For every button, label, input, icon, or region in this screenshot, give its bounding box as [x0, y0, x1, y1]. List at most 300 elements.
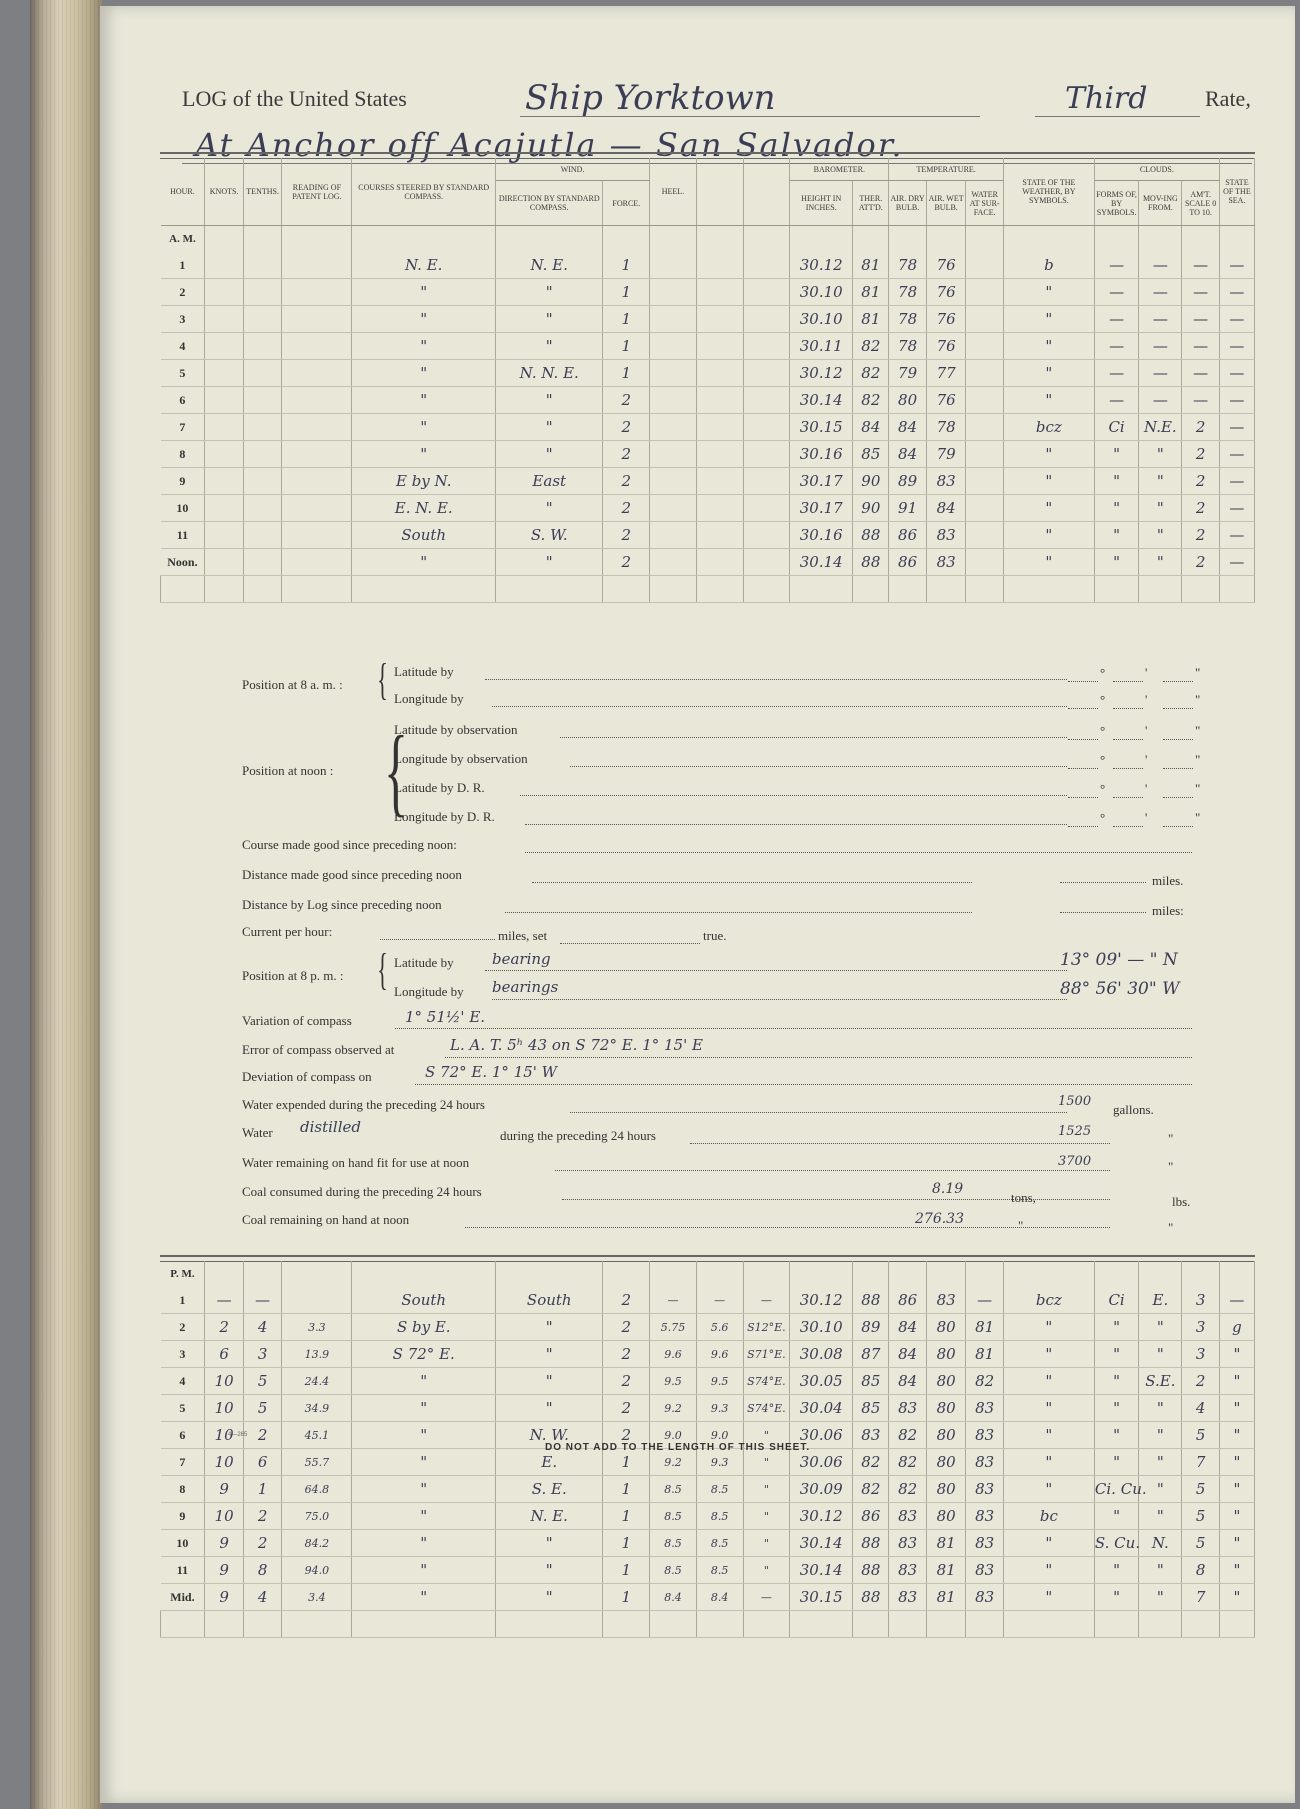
- pm-cell: 13.9: [282, 1341, 352, 1368]
- am-cell: [650, 279, 697, 306]
- pm-cell: 1: [603, 1449, 650, 1476]
- col-baro-ther: THER. ATT'D.: [853, 181, 889, 226]
- am-cell: ": [496, 333, 603, 360]
- am-cell: 84: [889, 441, 926, 468]
- ditto-3: ": [1018, 1218, 1024, 1233]
- pm-cell: ": [352, 1395, 496, 1422]
- pm-cell: 6: [161, 1422, 205, 1449]
- pm-cell: 9.3: [696, 1449, 743, 1476]
- am-cell: ": [1003, 441, 1094, 468]
- am-cell: ": [1003, 522, 1094, 549]
- am-row: [161, 468, 1255, 495]
- am-cell: [743, 306, 790, 333]
- book-binding-edge: [30, 0, 102, 1809]
- col-air-dry: AIR. DRY BULB.: [889, 181, 926, 226]
- am-cell: [282, 387, 352, 414]
- am-cell: [743, 360, 790, 387]
- pm-cell: 82: [889, 1476, 926, 1503]
- pm-cell: ": [352, 1584, 496, 1611]
- pm-cell: 3: [1182, 1314, 1219, 1341]
- am-cell: 78: [926, 414, 966, 441]
- pm-cell: ": [496, 1557, 603, 1584]
- pm-cell: ": [352, 1557, 496, 1584]
- position-sec-mark: ": [1195, 752, 1201, 767]
- am-cell: —: [1094, 360, 1138, 387]
- am-cell: ": [496, 414, 603, 441]
- lat-8pm-label: Latitude by: [394, 955, 454, 970]
- pm-cell: 1: [603, 1530, 650, 1557]
- pm-cell: 3: [243, 1341, 282, 1368]
- pm-cell: 8: [161, 1476, 205, 1503]
- am-cell: 84: [926, 495, 966, 522]
- am-cell: —: [1219, 414, 1254, 441]
- am-cell: [743, 333, 790, 360]
- pm-cell: 10: [205, 1503, 244, 1530]
- pm-cell: 8.5: [696, 1557, 743, 1584]
- pm-cell: —: [1219, 1287, 1254, 1314]
- pm-cell: 83: [966, 1395, 1003, 1422]
- pm-cell: 1: [603, 1557, 650, 1584]
- am-cell: [696, 414, 743, 441]
- am-cell: [966, 549, 1003, 576]
- am-row: [161, 387, 1255, 414]
- am-cell: E. N. E.: [352, 495, 496, 522]
- am-cell: —: [1219, 522, 1254, 549]
- position-sec-mark: ": [1195, 781, 1201, 796]
- pm-cell: ": [743, 1557, 790, 1584]
- pm-cell: 83: [889, 1530, 926, 1557]
- pm-cell: 8.5: [696, 1503, 743, 1530]
- pm-cell: ": [1139, 1314, 1182, 1341]
- pm-cell: bcz: [1003, 1287, 1094, 1314]
- am-cell: ": [1139, 522, 1182, 549]
- am-cell: 82: [853, 387, 889, 414]
- pm-cell: 8.4: [650, 1584, 697, 1611]
- am-cell: 30.14: [790, 387, 853, 414]
- lat-8pm-method: bearing: [492, 950, 551, 968]
- lon-dr-label: Longitude by D. R.: [394, 809, 495, 824]
- pm-cell: ": [1094, 1368, 1138, 1395]
- pm-cell: 87: [853, 1341, 889, 1368]
- pm-row: [161, 1557, 1255, 1584]
- pm-cell: 80: [926, 1449, 966, 1476]
- am-cell: —: [1094, 279, 1138, 306]
- pm-cell: N. W.: [496, 1422, 603, 1449]
- am-cell: [966, 468, 1003, 495]
- am-cell: 88: [853, 549, 889, 576]
- position-min-mark: ': [1145, 723, 1148, 738]
- am-cell: —: [1094, 306, 1138, 333]
- am-cell: ": [1094, 495, 1138, 522]
- pm-cell: 83: [966, 1584, 1003, 1611]
- form-number: 4—265: [228, 1432, 248, 1438]
- am-cell: —: [1219, 279, 1254, 306]
- pm-cell: 6: [205, 1341, 244, 1368]
- am-cell: [205, 333, 244, 360]
- pm-cell: S. E.: [496, 1476, 603, 1503]
- am-cell: —: [1219, 549, 1254, 576]
- col-tenths: TENTHS.: [243, 158, 282, 226]
- ditto-4: ": [1168, 1220, 1174, 1235]
- pm-row: [161, 1368, 1255, 1395]
- pm-cell: 6: [243, 1449, 282, 1476]
- pm-cell: 85: [853, 1395, 889, 1422]
- am-cell: 30.17: [790, 495, 853, 522]
- pm-cell: ": [496, 1395, 603, 1422]
- am-cell: bcz: [1003, 414, 1094, 441]
- am-cell: [205, 306, 244, 333]
- pm-cell: 30.14: [790, 1530, 853, 1557]
- pm-cell: ": [1139, 1584, 1182, 1611]
- col-hour: HOUR.: [161, 158, 205, 226]
- am-cell: ": [352, 441, 496, 468]
- am-cell: ": [352, 306, 496, 333]
- pm-cell: —: [743, 1584, 790, 1611]
- pm-cell: 80: [926, 1368, 966, 1395]
- am-cell: ": [496, 549, 603, 576]
- pm-cell: South: [352, 1287, 496, 1314]
- am-cell: [966, 414, 1003, 441]
- am-cell: South: [352, 522, 496, 549]
- position-8pm-label: Position at 8 p. m. :: [242, 968, 344, 983]
- am-row: [161, 549, 1255, 576]
- water-distilled-word: distilled: [300, 1118, 361, 1136]
- pm-cell: 10: [205, 1422, 244, 1449]
- am-cell: [243, 360, 282, 387]
- pm-cell: 2: [603, 1287, 650, 1314]
- pm-cell: ": [1003, 1422, 1094, 1449]
- ditto-1: ": [1168, 1131, 1174, 1146]
- am-cell: ": [1003, 549, 1094, 576]
- am-cell: [966, 360, 1003, 387]
- miles-set-label: miles, set: [498, 928, 548, 943]
- am-cell: 82: [853, 333, 889, 360]
- am-cell: [696, 549, 743, 576]
- am-cell: ": [496, 279, 603, 306]
- coal-remaining-value: 276.33: [915, 1211, 964, 1227]
- pm-cell: 83: [966, 1449, 1003, 1476]
- pm-cell: Ci. Cu.: [1094, 1476, 1138, 1503]
- pm-cell: ": [743, 1422, 790, 1449]
- am-cell: [966, 252, 1003, 279]
- pm-cell: —: [243, 1287, 282, 1314]
- pm-cell: bc: [1003, 1503, 1094, 1530]
- pm-cell: ": [1139, 1503, 1182, 1530]
- pm-cell: 82: [966, 1368, 1003, 1395]
- pm-row: [161, 1584, 1255, 1611]
- pm-cell: ": [1139, 1449, 1182, 1476]
- pm-cell: 4: [161, 1368, 205, 1395]
- pm-cell: ": [352, 1368, 496, 1395]
- am-cell: [205, 441, 244, 468]
- am-cell: 2: [603, 441, 650, 468]
- am-row: [161, 360, 1255, 387]
- am-cell: ": [1003, 333, 1094, 360]
- am-cell: [243, 495, 282, 522]
- pm-cell: 10: [205, 1449, 244, 1476]
- pm-row: [161, 1395, 1255, 1422]
- pm-cell: 30.06: [790, 1422, 853, 1449]
- am-cell: 1: [603, 252, 650, 279]
- am-cell: 11: [161, 522, 205, 549]
- pm-cell: 55.7: [282, 1449, 352, 1476]
- am-cell: 76: [926, 306, 966, 333]
- am-label: A. M.: [161, 226, 205, 253]
- am-cell: 90: [853, 495, 889, 522]
- pm-cell: 84: [889, 1368, 926, 1395]
- pm-cell: 3: [1182, 1287, 1219, 1314]
- pm-cell: 88: [853, 1287, 889, 1314]
- am-cell: 10: [161, 495, 205, 522]
- am-cell: 76: [926, 333, 966, 360]
- pm-cell: 80: [926, 1476, 966, 1503]
- pm-cell: —: [743, 1287, 790, 1314]
- am-cell: ": [1094, 549, 1138, 576]
- am-cell: ": [352, 414, 496, 441]
- am-cell: [743, 387, 790, 414]
- am-cell: 76: [926, 252, 966, 279]
- col-patent-log: READING OF PATENT LOG.: [282, 158, 352, 226]
- am-cell: [966, 306, 1003, 333]
- am-cell: —: [1182, 306, 1219, 333]
- am-cell: [282, 522, 352, 549]
- position-sec-mark: ": [1195, 665, 1201, 680]
- am-cell: 77: [926, 360, 966, 387]
- pm-cell: 1: [243, 1476, 282, 1503]
- pm-cell: 2: [243, 1422, 282, 1449]
- am-cell: [282, 252, 352, 279]
- pm-cell: 83: [926, 1287, 966, 1314]
- pm-cell: ": [352, 1422, 496, 1449]
- pm-cell: 9: [205, 1584, 244, 1611]
- ship-name: Ship Yorktown: [525, 78, 776, 118]
- pm-cell: 2: [205, 1314, 244, 1341]
- lbs-label: lbs.: [1172, 1194, 1191, 1209]
- pm-cell: 5: [1182, 1530, 1219, 1557]
- lat-obs-label: Latitude by observation: [394, 722, 518, 737]
- pm-cell: 83: [853, 1422, 889, 1449]
- pm-cell: ": [1139, 1476, 1182, 1503]
- true-label: true.: [703, 928, 727, 943]
- am-cell: [243, 549, 282, 576]
- am-cell: —: [1182, 360, 1219, 387]
- am-cell: 7: [161, 414, 205, 441]
- am-cell: —: [1182, 252, 1219, 279]
- variation-value: 1° 51½' E.: [405, 1008, 486, 1026]
- pm-cell: 34.9: [282, 1395, 352, 1422]
- am-cell: [966, 387, 1003, 414]
- am-cell: [743, 252, 790, 279]
- pm-row: [161, 1530, 1255, 1557]
- am-cell: 76: [926, 387, 966, 414]
- pm-cell: 9.3: [696, 1395, 743, 1422]
- am-cell: [696, 522, 743, 549]
- pm-cell: 81: [966, 1314, 1003, 1341]
- water-expended-value: 1500: [1058, 1094, 1092, 1109]
- am-cell: 81: [853, 279, 889, 306]
- pm-cell: ": [496, 1368, 603, 1395]
- am-cell: [205, 468, 244, 495]
- am-cell: —: [1219, 252, 1254, 279]
- pm-cell: ": [1003, 1314, 1094, 1341]
- am-cell: N. E.: [496, 252, 603, 279]
- am-row: [161, 279, 1255, 306]
- pm-cell: 83: [966, 1557, 1003, 1584]
- coal-consumed-label: Coal consumed during the preceding 24 hours: [242, 1184, 482, 1199]
- am-cell: —: [1139, 360, 1182, 387]
- am-cell: [205, 522, 244, 549]
- pm-cell: 89: [853, 1314, 889, 1341]
- pm-cell: 9.2: [650, 1449, 697, 1476]
- pm-cell: 8.5: [650, 1557, 697, 1584]
- am-cell: [205, 549, 244, 576]
- am-cell: —: [1182, 387, 1219, 414]
- col-cloud-amount: AM'T. SCALE 0 TO 10.: [1182, 181, 1219, 226]
- water-distilled-value: 1525: [1058, 1124, 1092, 1139]
- pm-cell: ": [496, 1341, 603, 1368]
- pm-cell: 9: [205, 1557, 244, 1584]
- distance-good-label: Distance made good since preceding noon: [242, 867, 462, 882]
- pm-cell: ": [743, 1530, 790, 1557]
- am-cell: [743, 495, 790, 522]
- position-min-mark: ': [1145, 665, 1148, 680]
- pm-cell: ": [1219, 1368, 1254, 1395]
- pm-cell: 82: [889, 1449, 926, 1476]
- pm-cell: 7: [1182, 1584, 1219, 1611]
- pm-cell: 83: [889, 1584, 926, 1611]
- deviation-label: Deviation of compass on: [242, 1069, 372, 1084]
- deviation-value: S 72° E. 1° 15' W: [425, 1063, 558, 1081]
- pm-cell: S71°E.: [743, 1341, 790, 1368]
- am-cell: 78: [889, 279, 926, 306]
- pm-cell: ": [1003, 1557, 1094, 1584]
- am-cell: [696, 495, 743, 522]
- am-cell: ": [1003, 387, 1094, 414]
- pm-cell: ": [1219, 1476, 1254, 1503]
- miles-label-1: miles.: [1152, 873, 1184, 888]
- pm-cell: 9.0: [650, 1422, 697, 1449]
- am-cell: [205, 252, 244, 279]
- pm-cell: ": [1003, 1395, 1094, 1422]
- pm-cell: ": [1094, 1395, 1138, 1422]
- pm-cell: ": [1094, 1449, 1138, 1476]
- col-wind-direction: DIRECTION BY STANDARD COMPASS.: [496, 181, 603, 226]
- am-cell: [243, 387, 282, 414]
- am-cell: [650, 387, 697, 414]
- am-cell: 82: [853, 360, 889, 387]
- am-cell: 90: [853, 468, 889, 495]
- col-wind: WIND.: [496, 158, 650, 181]
- am-cell: ": [496, 306, 603, 333]
- am-row: [161, 441, 1255, 468]
- pm-row: [161, 1503, 1255, 1530]
- tons-label: tons,: [1011, 1190, 1036, 1205]
- am-cell: 1: [603, 306, 650, 333]
- pm-cell: 88: [853, 1530, 889, 1557]
- pm-cell: 82: [853, 1449, 889, 1476]
- pm-cell: 94.0: [282, 1557, 352, 1584]
- am-cell: 2: [603, 522, 650, 549]
- am-cell: 1: [603, 333, 650, 360]
- col-air-wet: AIR. WET BULB.: [926, 181, 966, 226]
- am-cell: [966, 495, 1003, 522]
- am-cell: [205, 387, 244, 414]
- am-cell: 3: [161, 306, 205, 333]
- pm-cell: ": [1003, 1449, 1094, 1476]
- am-cell: 9: [161, 468, 205, 495]
- am-cell: 2: [603, 468, 650, 495]
- pm-cell: ": [1139, 1395, 1182, 1422]
- am-cell: [696, 306, 743, 333]
- am-cell: [966, 441, 1003, 468]
- pm-cell: 8.5: [650, 1503, 697, 1530]
- pm-cell: 30.12: [790, 1503, 853, 1530]
- pm-row: [161, 1476, 1255, 1503]
- pm-cell: 80: [926, 1341, 966, 1368]
- pm-cell: ": [743, 1449, 790, 1476]
- pm-cell: 9: [205, 1476, 244, 1503]
- pm-cell: 8.5: [696, 1530, 743, 1557]
- pm-cell: 30.08: [790, 1341, 853, 1368]
- am-cell: [282, 333, 352, 360]
- pm-row: [161, 1287, 1255, 1314]
- pm-cell: ": [1094, 1503, 1138, 1530]
- pm-cell: 84: [889, 1341, 926, 1368]
- pm-cell: ": [352, 1530, 496, 1557]
- pm-cell: 80: [926, 1422, 966, 1449]
- am-cell: [696, 252, 743, 279]
- am-cell: [743, 441, 790, 468]
- pm-cell: 10: [205, 1368, 244, 1395]
- pm-cell: 9.6: [650, 1341, 697, 1368]
- pm-cell: 2: [603, 1395, 650, 1422]
- pm-cell: 3: [161, 1341, 205, 1368]
- am-row: [161, 495, 1255, 522]
- am-cell: ": [352, 549, 496, 576]
- pm-cell: 30.06: [790, 1449, 853, 1476]
- position-min-mark: ': [1145, 692, 1148, 707]
- am-cell: ": [1003, 495, 1094, 522]
- pm-cell: 30.05: [790, 1368, 853, 1395]
- am-cell: —: [1219, 495, 1254, 522]
- am-cell: 2: [1182, 414, 1219, 441]
- col-clouds: CLOUDS.: [1094, 158, 1219, 181]
- error-value: L. A. T. 5ʰ 43 on S 72° E. 1° 15' E: [450, 1036, 703, 1054]
- lon-obs-label: Longitude by observation: [394, 751, 528, 766]
- pm-cell: N. E.: [496, 1503, 603, 1530]
- log-title: LOG of the United States: [182, 86, 407, 111]
- am-cell: 83: [926, 549, 966, 576]
- pm-cell: ": [1139, 1341, 1182, 1368]
- pm-cell: 84: [889, 1314, 926, 1341]
- am-row: [161, 306, 1255, 333]
- pm-cell: E.: [1139, 1287, 1182, 1314]
- am-cell: ": [1094, 441, 1138, 468]
- am-cell: 81: [853, 252, 889, 279]
- pm-cell: 11: [161, 1557, 205, 1584]
- rate-value: Third: [1065, 81, 1148, 116]
- am-cell: 30.10: [790, 279, 853, 306]
- am-cell: [205, 414, 244, 441]
- am-cell: [696, 387, 743, 414]
- pm-cell: 10: [205, 1395, 244, 1422]
- am-cell: [966, 522, 1003, 549]
- am-cell: 1: [603, 279, 650, 306]
- pm-cell: ": [1003, 1530, 1094, 1557]
- am-row: [161, 522, 1255, 549]
- pm-cell: 24.4: [282, 1368, 352, 1395]
- water-remaining-label: Water remaining on hand fit for use at noon: [242, 1155, 470, 1170]
